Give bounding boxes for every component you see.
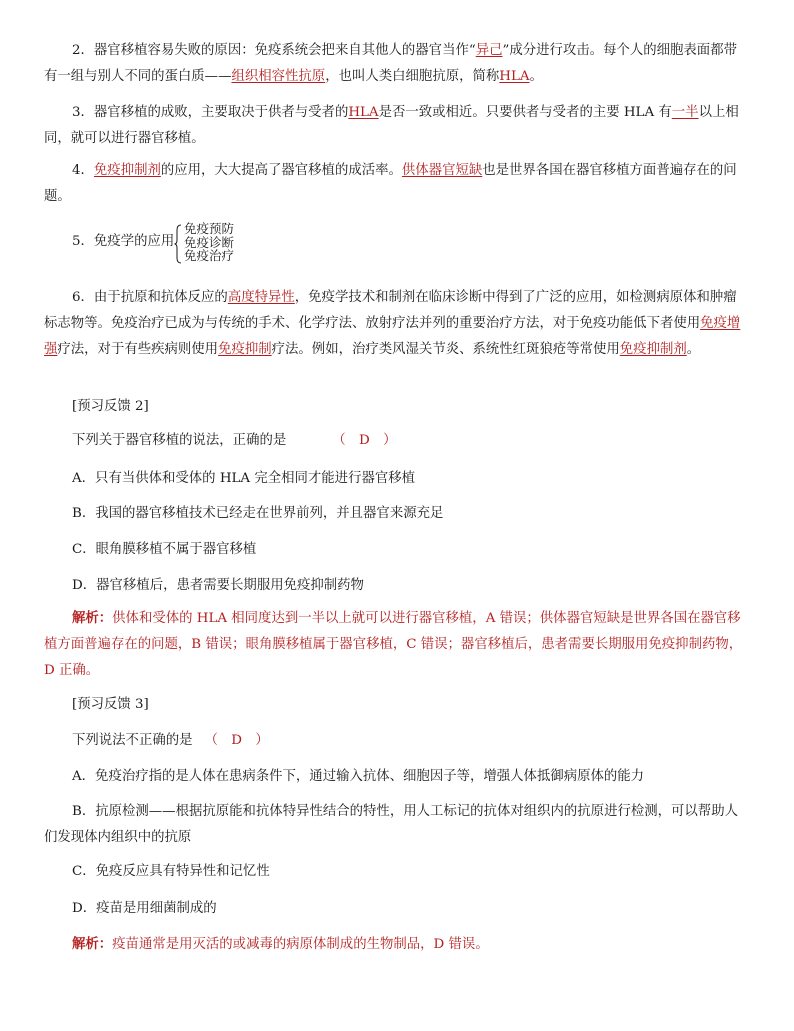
question-header: [预习反馈 3]	[72, 697, 149, 712]
paragraph-4	[44, 158, 750, 210]
fill-answer: 异己	[475, 43, 503, 58]
list-item: 免疫治疗	[184, 248, 235, 263]
text: 。	[529, 69, 543, 84]
answer-text: （ D ）	[204, 733, 269, 748]
analysis-block	[44, 605, 750, 684]
question-header: [预习反馈 2]	[72, 399, 149, 414]
question-stem	[72, 728, 752, 754]
paragraph-2	[44, 38, 750, 90]
fill-answer: 一半	[671, 105, 699, 120]
fill-answer: HLA	[348, 105, 379, 120]
option-b: B．我国的器官移植技术已经走在世界前列，并且器官来源充足	[72, 506, 444, 521]
stem-text: 下列说法不正确的是	[72, 733, 193, 748]
list-item: 免疫诊断	[184, 234, 235, 250]
text: 6．由于抗原和抗体反应的	[72, 290, 228, 305]
text: 的应用，大大提高了器官移植的成活率。	[160, 163, 402, 178]
fill-answer: 高度特异性	[227, 290, 295, 305]
text: 2．器官移植容易失败的原因：免疫系统会把来自其他人的器官当作“	[72, 43, 476, 58]
text: 疗法。例如，治疗类风湿关节炎、系统性红斑狼疮等常使用	[271, 342, 620, 357]
paragraph-6	[44, 285, 750, 363]
list-item: 免疫预防	[184, 221, 235, 236]
option-c: C．免疫反应具有特异性和记忆性	[72, 864, 270, 879]
stem-text: 下列关于器官移植的说法，正确的是	[72, 433, 287, 448]
fill-answer: 免疫增强	[44, 316, 741, 357]
text: ”成分进行攻击。每个人的细胞表面都带有一组与别人不同的蛋白质——	[44, 43, 737, 84]
text: 4．	[72, 163, 94, 178]
fill-answer: 免疫抑制剂	[619, 342, 687, 357]
left-brace-icon	[174, 224, 182, 264]
text: 是否一致或相近。只要供者与受者的主要 HLA 有	[378, 105, 672, 120]
text: 3．器官移植的成败，主要取决于供者与受者的	[72, 105, 349, 120]
applications-list	[184, 222, 234, 263]
text: ，免疫学技术和制剂在临床诊断中得到了广泛的应用，如检测病原体和肿瘤标志物等。免疫治疗已成为与传统的手术、化学疗法、放射疗法并列的重要治疗方法，对于免疫功能低下者使用	[44, 290, 737, 331]
analysis-label: 解析：	[72, 936, 113, 952]
option-d: D．器官移植后，患者需要长期服用免疫抑制药物	[72, 578, 364, 593]
fill-answer: 免疫抑制	[218, 342, 272, 357]
fill-answer: 组织相容性抗原	[231, 69, 326, 84]
option-c: C．眼角膜移植不属于器官移植	[72, 542, 257, 557]
analysis-block	[44, 931, 750, 958]
analysis-label: 解析：	[72, 610, 113, 626]
fill-answer: 免疫抑制剂	[93, 163, 161, 178]
option-a: A．免疫治疗指的是人体在患病条件下，通过输入抗体、细胞因子等，增强人体抵御病原体的能力	[72, 769, 645, 784]
text: ，也叫人类白细胞抗原，简称	[325, 69, 500, 84]
text: 也是世界各国在器官移植方面普遍存在的问题。	[44, 163, 737, 204]
option-a: A．只有当供体和受体的 HLA 完全相同才能进行器官移植	[72, 471, 416, 486]
paragraph-3	[44, 100, 750, 152]
analysis-text: 供体和受体的 HLA 相同度达到一半以上就可以进行器官移植，A 错误；供体器官短缺是世界各国在器官移植方面普遍存在的问题，B 错误；眼角膜移植属于器官移植，C 错误；器官移植后，患者需要长期服用免疫抑制药物，D 正确。	[44, 611, 743, 678]
text: 以上相同，就可以进行器官移植。	[44, 105, 739, 146]
answer-text: （ D ）	[332, 433, 397, 448]
fill-answer: HLA	[499, 69, 530, 84]
analysis-text: 疫苗通常是用灭活的或减毒的病原体制成的生物制品，D 错误。	[112, 937, 489, 952]
text: 。	[686, 342, 701, 357]
option-b: B．抗原检测——根据抗原能和抗体特异性结合的特性，用人工标记的抗体对组织内的抗原进行检测，可以帮助人们发现体内组织中的抗原	[44, 804, 738, 845]
question-stem	[72, 428, 752, 454]
text: 疗法，对于有些疾病则使用	[57, 342, 219, 357]
fill-answer: 供体器官短缺	[401, 163, 483, 178]
option-d: D．疫苗是用细菌制成的	[72, 901, 217, 916]
applications-label: 5．免疫学的应用	[72, 234, 175, 249]
